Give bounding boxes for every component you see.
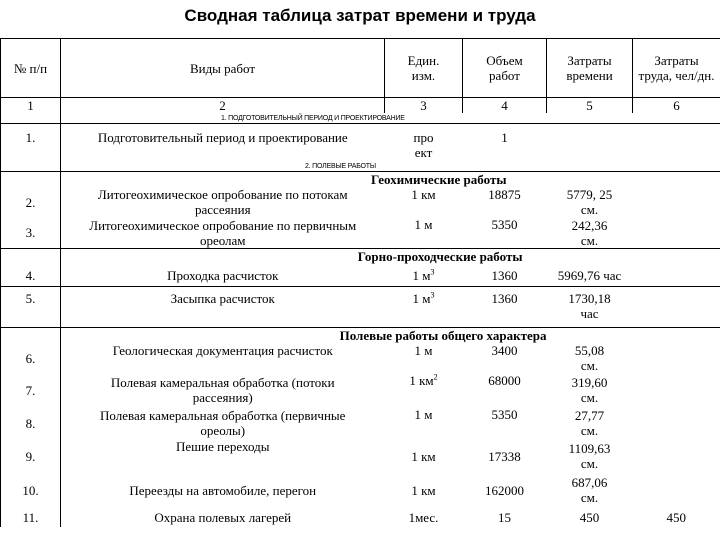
header-work: Виды работ [61,39,385,98]
col-number: 3 [385,98,463,114]
table-row: 8. Полевая камеральная обработка (первичные ореолы) 1 м 5350 27,77 см. [1,407,720,439]
header-num: № п/п [1,39,61,98]
column-numbers-row [1,98,720,114]
table-row: 3. Литогеохимическое опробование по первичным ореолам 1 м 5350 242,36 см. [1,217,720,249]
table-row: 9. Пешие переходы 1 км 17338 1109,63 см. [1,439,720,473]
header-unit: Един. изм. [385,39,463,98]
table-row: 6. Геологическая документация расчисток 1 м 3400 55,08 см. [1,343,720,373]
col-number: 4 [463,98,547,114]
section-heading: 1. ПОДГОТОВИТЕЛЬНЫЙ ПЕРИОД И ПРОЕКТИРОВАНИЕ [61,113,547,124]
table-row: 5. Засыпка расчисток 1 $м^3$ 1360 1730,18 час [1,287,720,328]
page-title: Сводная таблица затрат времени и труда [184,6,536,25]
table-row: 7. Полевая камеральная обработка (потоки рассеяния) 1 $км^2$ 68000 319,60 см. [1,373,720,407]
table-row: 11. Охрана полевых лагерей 1мес. 15 450 450 [1,507,720,527]
col-number: 6 [633,98,720,114]
summary-table [0,38,720,527]
section-heading: 2. ПОЛЕВЫЕ РАБОТЫ [61,162,463,172]
header-volume: Объем работ [463,39,547,98]
table-row: 2. Литогеохимическое опробование по потокам рассеяния 1 км 18875 5779, 25 см. [1,187,720,217]
col-number: 1 [1,98,61,114]
subsection-heading: Горно-проходческие работы [357,249,523,264]
subsection-heading: Геохимические работы [370,172,507,187]
header-labor: Затраты труда, чел/дн. [633,39,720,98]
table-row: 10. Переезды на автомобиле, перегон 1 км 162000 687,06 см. [1,473,720,507]
subsection-heading: Полевые работы общего характера [339,328,547,343]
table-header-row [1,39,720,98]
table-row: 1. Подготовительный период и проектирование про ект 1 [1,124,720,163]
col-number: 5 [547,98,633,114]
header-time: Затраты времени [547,39,633,98]
col-number: 2 [61,98,385,114]
table-row: 4. Проходка расчисток 1 $м^3$ 1360 5969,76 час [1,264,720,287]
